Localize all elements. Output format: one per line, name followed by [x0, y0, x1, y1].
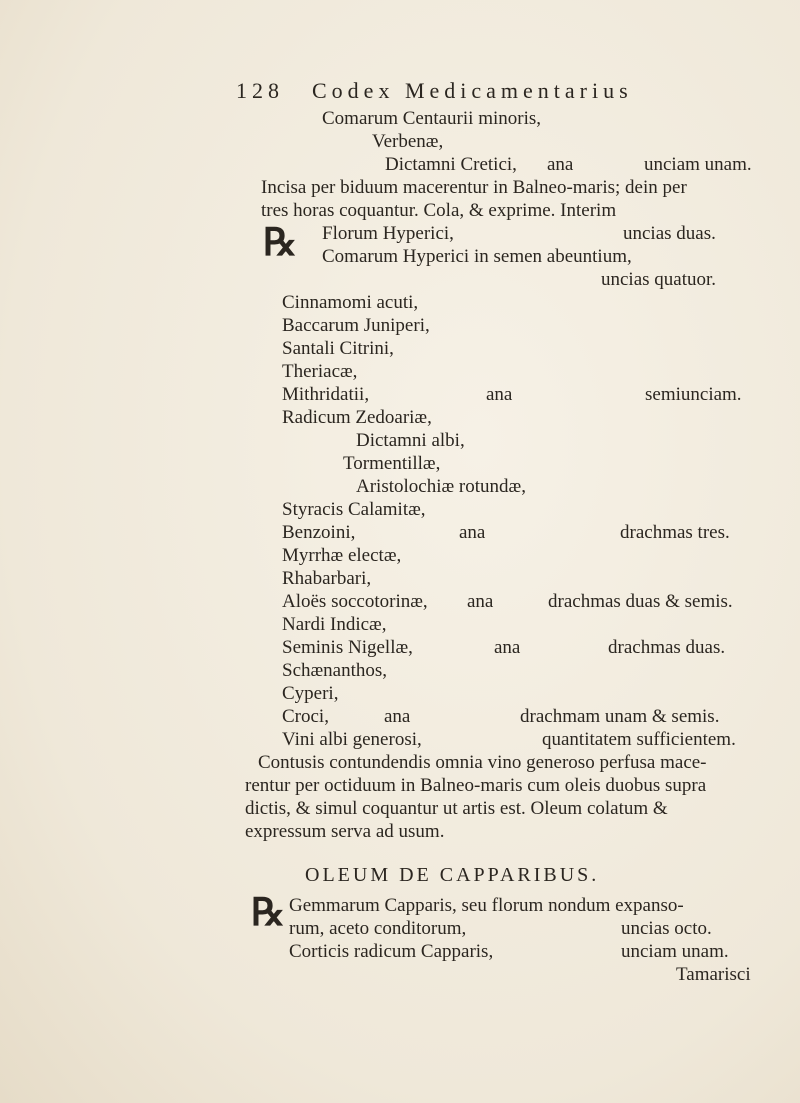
- text-line: Tamarisci: [676, 964, 751, 985]
- text-line: Santali Citrini,: [282, 338, 394, 359]
- text-line: ana: [486, 384, 513, 405]
- text-line: ana: [494, 637, 521, 658]
- text-line: unciam unam.: [621, 941, 729, 962]
- text-line: Incisa per biduum macerentur in Balneo-maris; dein per: [261, 177, 687, 198]
- text-line: uncias quatuor.: [601, 269, 717, 290]
- recipe-symbol: ℞: [263, 219, 298, 264]
- text-line: rum, aceto conditorum,: [289, 918, 467, 939]
- text-line: ana: [384, 706, 411, 727]
- text-line: Tormentillæ,: [343, 453, 441, 474]
- text-line: Seminis Nigellæ,: [282, 637, 413, 658]
- text-line: drachmas duas.: [608, 637, 726, 658]
- text-line: drachmam unam & semis.: [520, 706, 720, 727]
- text-line: Comarum Hyperici in semen abeuntium,: [322, 246, 632, 267]
- text-line: Radicum Zedoariæ,: [282, 407, 432, 428]
- text-line: Cinnamomi acuti,: [282, 292, 419, 313]
- text-line: rentur per octiduum in Balneo-maris cum oleis duobus supra: [245, 775, 707, 796]
- text-line: Baccarum Juniperi,: [282, 315, 430, 336]
- text-line: semiunciam.: [645, 384, 742, 405]
- text-line: uncias duas.: [623, 223, 716, 244]
- text-line: Myrrhæ electæ,: [282, 545, 402, 566]
- text-line: ana: [459, 522, 486, 543]
- recipe-symbol: ℞: [251, 889, 286, 934]
- text-line: Dictamni albi,: [356, 430, 465, 451]
- text-line: uncias octo.: [621, 918, 712, 939]
- running-head: Codex Medicamentarius: [312, 78, 633, 103]
- text-line: Verbenæ,: [372, 131, 444, 152]
- section-title: OLEUM DE CAPPARIBUS.: [305, 864, 600, 886]
- text-line: drachmas tres.: [620, 522, 730, 543]
- text-line: Vini albi generosi,: [282, 729, 422, 750]
- text-line: Florum Hyperici,: [322, 223, 454, 244]
- text-line: expressum serva ad usum.: [245, 821, 445, 842]
- text-line: Dictamni Cretici,: [385, 154, 517, 175]
- text-line: drachmas duas & semis.: [548, 591, 733, 612]
- text-line: quantitatem sufficientem.: [542, 729, 736, 750]
- text-line: Comarum Centaurii minoris,: [322, 108, 542, 129]
- text-line: Contusis contundendis omnia vino generoso perfusa mace-: [258, 752, 707, 773]
- text-line: Gemmarum Capparis, seu florum nondum expanso-: [289, 895, 684, 916]
- text-line: Aloës soccotorinæ,: [282, 591, 428, 612]
- text-line: Croci,: [282, 706, 329, 727]
- text-line: Nardi Indicæ,: [282, 614, 387, 635]
- text-line: Aristolochiæ rotundæ,: [356, 476, 526, 497]
- text-line: tres horas coquantur. Cola, & exprime. Interim: [261, 200, 617, 221]
- text-line: Cyperi,: [282, 683, 339, 704]
- text-line: Corticis radicum Capparis,: [289, 941, 494, 962]
- text-line: Schænanthos,: [282, 660, 388, 681]
- text-line: ana: [467, 591, 494, 612]
- text-line: dictis, & simul coquantur ut artis est. Oleum colatum &: [245, 798, 668, 819]
- text-line: unciam unam.: [644, 154, 752, 175]
- text-line: Mithridatii,: [282, 384, 370, 405]
- text-line: Styracis Calamitæ,: [282, 499, 426, 520]
- text-line: Benzoini,: [282, 522, 356, 543]
- page-number: 128: [236, 78, 284, 103]
- text-line: ana: [547, 154, 574, 175]
- text-line: Theriacæ,: [282, 361, 358, 382]
- text-line: Rhabarbari,: [282, 568, 372, 589]
